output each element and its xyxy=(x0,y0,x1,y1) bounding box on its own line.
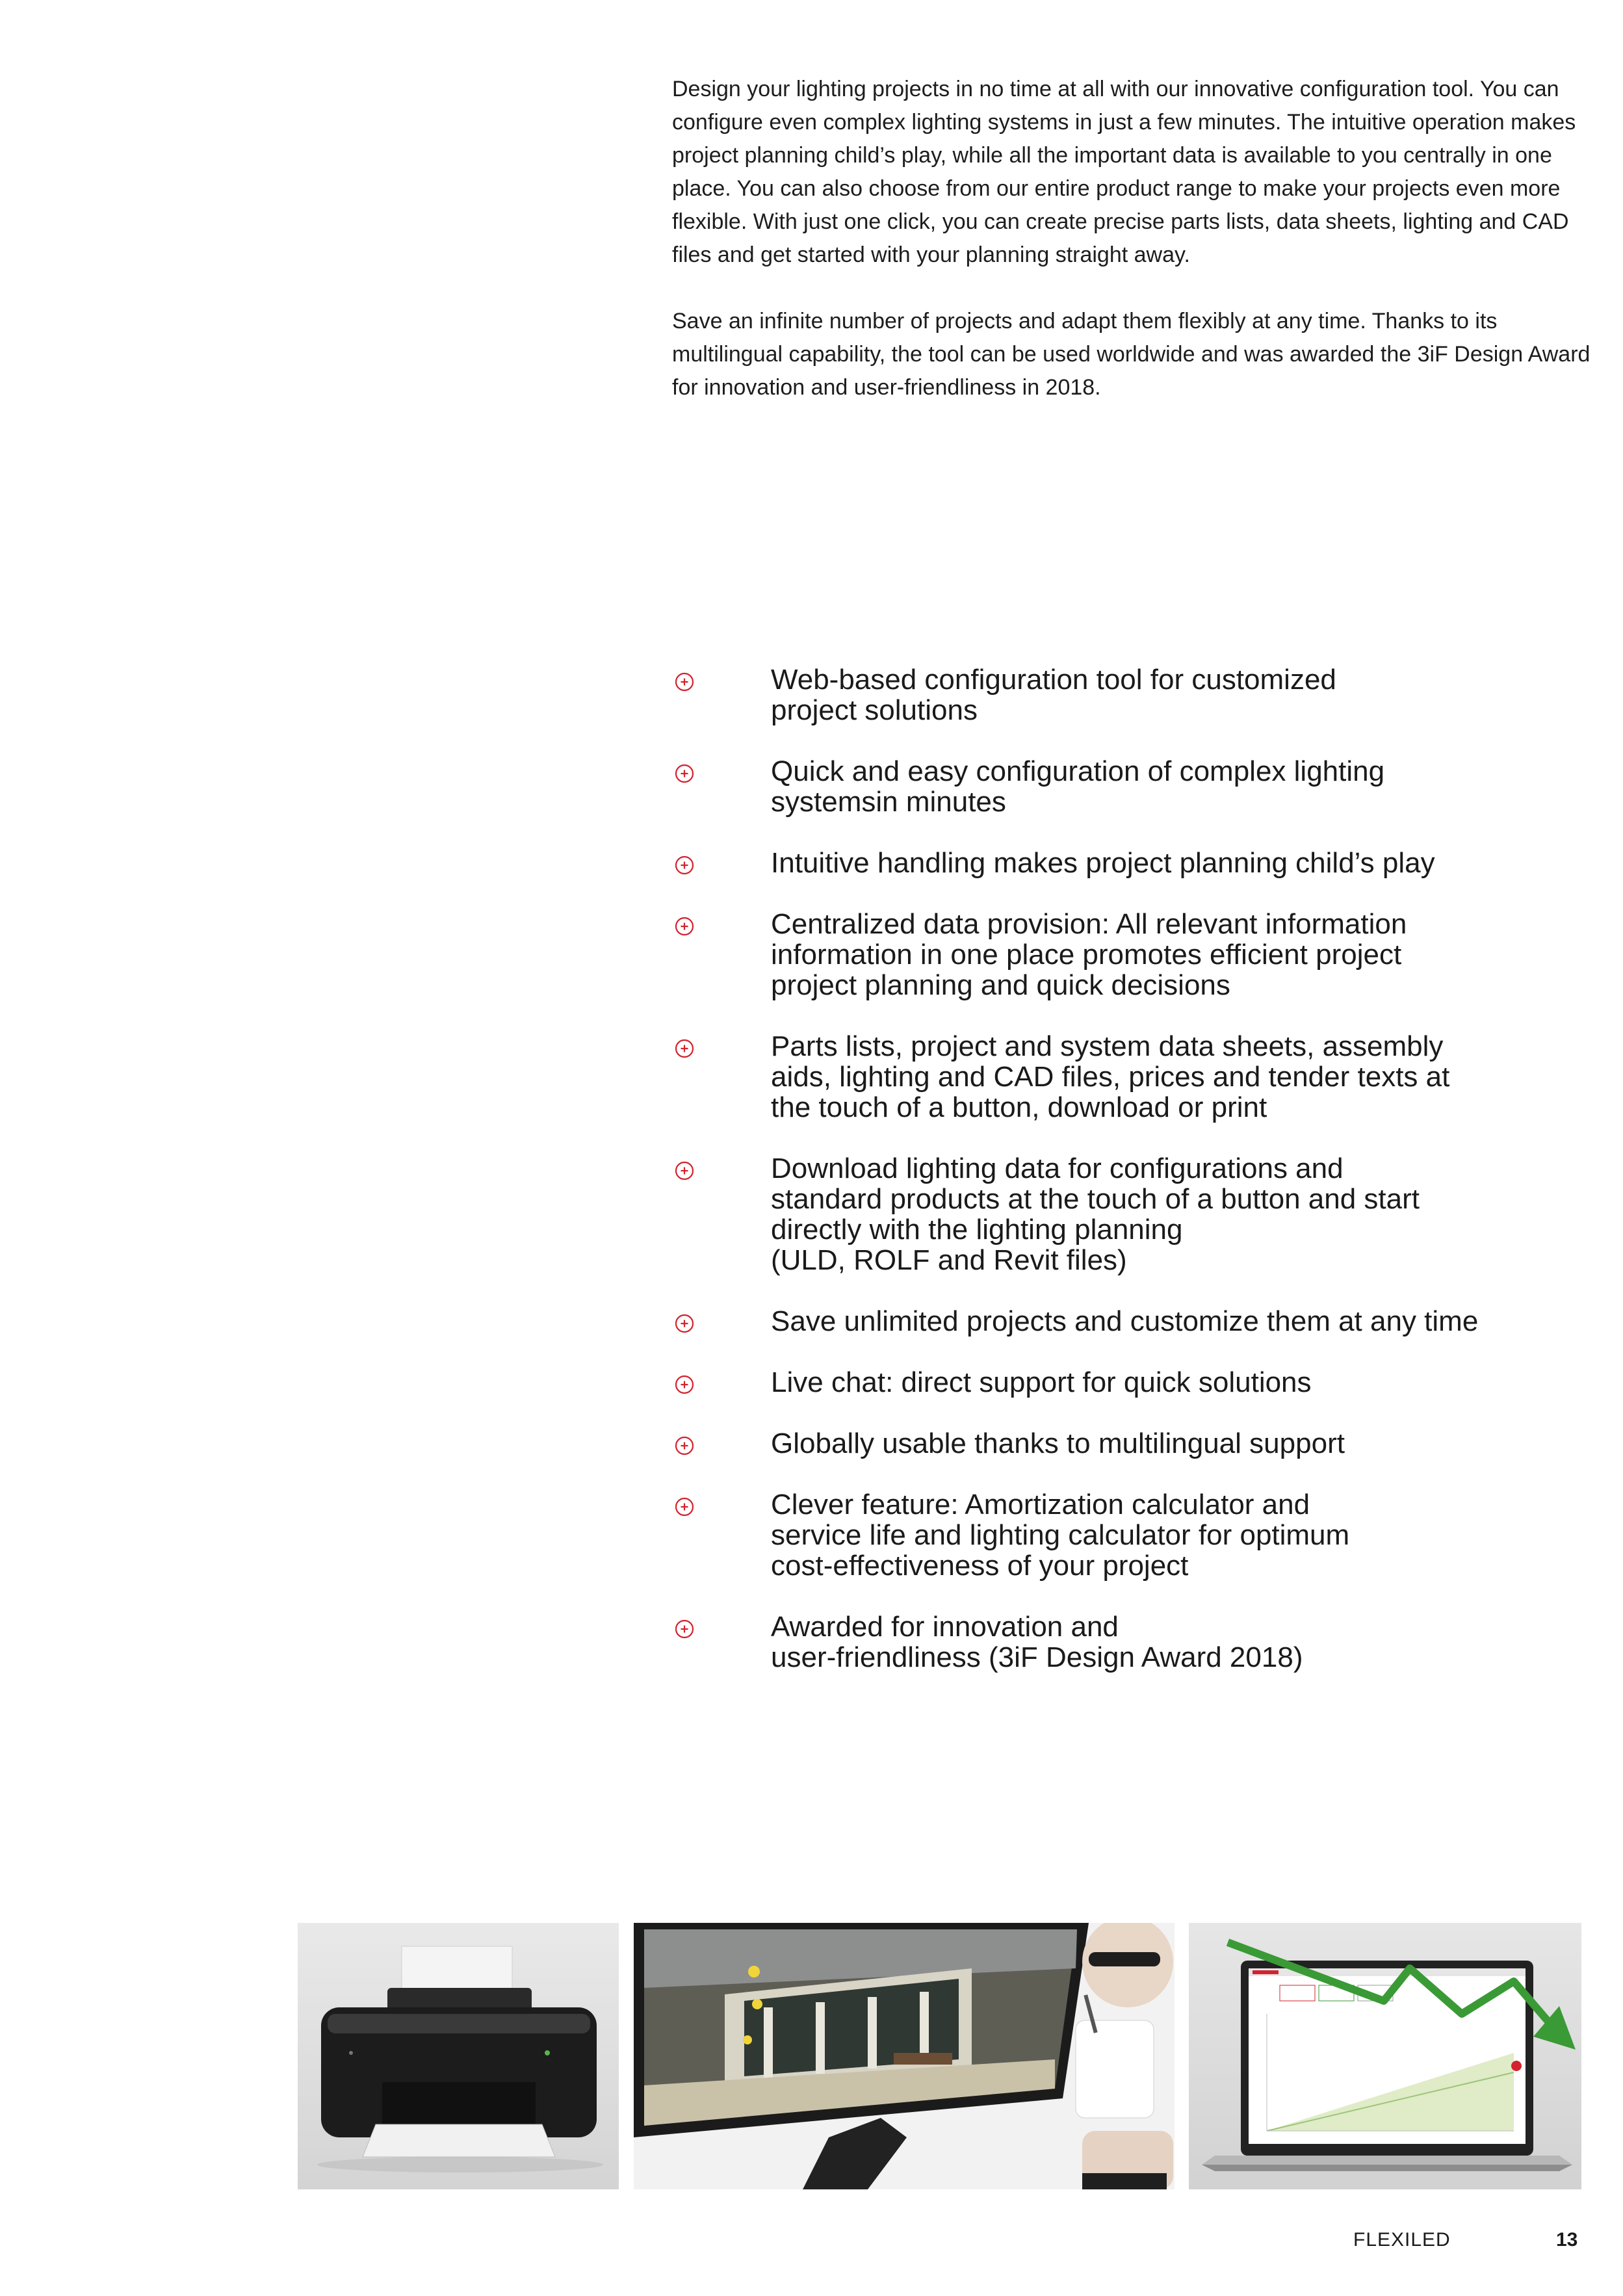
footer-brand: FLEXILED xyxy=(1353,2229,1451,2250)
printer-illustration xyxy=(298,1923,619,2189)
feature-text: Centralized data provision: All relevant information information in one place promotes efficient project project planning and quick decisions xyxy=(771,908,1407,1001)
monitor-illustration xyxy=(634,1923,1175,2189)
plus-circle-icon xyxy=(675,1161,694,1181)
feature-item xyxy=(672,664,1602,725)
feature-text: Save unlimited projects and customize them at any time xyxy=(771,1305,1479,1337)
intro-text xyxy=(672,73,1595,437)
feature-text: Globally usable thanks to multilingual support xyxy=(771,1428,1345,1459)
feature-item xyxy=(672,1611,1602,1673)
laptop-illustration xyxy=(1189,1923,1581,2189)
feature-item xyxy=(672,909,1602,1000)
page-number: 13 xyxy=(1556,2229,1578,2250)
feature-text: Awarded for innovation and user-friendliness (3iF Design Award 2018) xyxy=(771,1611,1303,1673)
feature-item xyxy=(672,1367,1602,1398)
laptop-photo xyxy=(1189,1923,1581,2189)
intro-paragraph-1: Design your lighting projects in no time at all with our innovative configuration tool. You can configure even complex lighting systems in just a few minutes. The intuitive operation makes project planning child’s play, while all the important data is available to you centrally in one place. You can also choose from our entire product range to make your projects even more flexible. With just one click, you can create precise parts lists, data sheets, lighting and CAD files and get started with your planning straight away. xyxy=(672,77,1576,267)
feature-text: Web-based configuration tool for customized project solutions xyxy=(771,664,1336,726)
plus-circle-icon xyxy=(675,1436,694,1455)
plus-circle-icon xyxy=(675,1497,694,1517)
feature-text: Intuitive handling makes project planning child’s play xyxy=(771,847,1435,879)
feature-item xyxy=(672,756,1602,817)
feature-item xyxy=(672,1153,1602,1275)
feature-list xyxy=(672,664,1602,1703)
plus-circle-icon xyxy=(675,855,694,875)
feature-text: Live chat: direct support for quick solutions xyxy=(771,1366,1312,1398)
plus-circle-icon xyxy=(675,917,694,936)
feature-item xyxy=(672,1306,1602,1337)
monitor-photo xyxy=(634,1923,1175,2189)
feature-text: Parts lists, project and system data sheets, assembly aids, lighting and CAD files, prices and tender texts at the touch of a button, download or print xyxy=(771,1030,1450,1123)
intro-paragraph-2: Save an infinite number of projects and adapt them flexibly at any time. Thanks to its multilingual capability, the tool can be used worldwide and was awarded the 3iF Design Award for innovation and user-friendliness in 2018. xyxy=(672,309,1591,400)
feature-item xyxy=(672,1031,1602,1123)
printer-photo xyxy=(298,1923,619,2189)
plus-circle-icon xyxy=(675,672,694,692)
plus-circle-icon xyxy=(675,764,694,783)
plus-circle-icon xyxy=(675,1375,694,1394)
feature-text: Quick and easy configuration of complex lighting systemsin minutes xyxy=(771,755,1385,818)
plus-circle-icon xyxy=(675,1314,694,1333)
feature-text: Clever feature: Amortization calculator and service life and lighting calculator for optimum cost-effectiveness of your project xyxy=(771,1489,1350,1582)
feature-item xyxy=(672,1489,1602,1581)
feature-item xyxy=(672,1428,1602,1459)
plus-circle-icon xyxy=(675,1619,694,1639)
plus-circle-icon xyxy=(675,1039,694,1058)
feature-text: Download lighting data for configurations and standard products at the touch of a button and start directly with the lighting planning (ULD, ROLF and Revit files) xyxy=(771,1153,1420,1276)
feature-item xyxy=(672,848,1602,878)
